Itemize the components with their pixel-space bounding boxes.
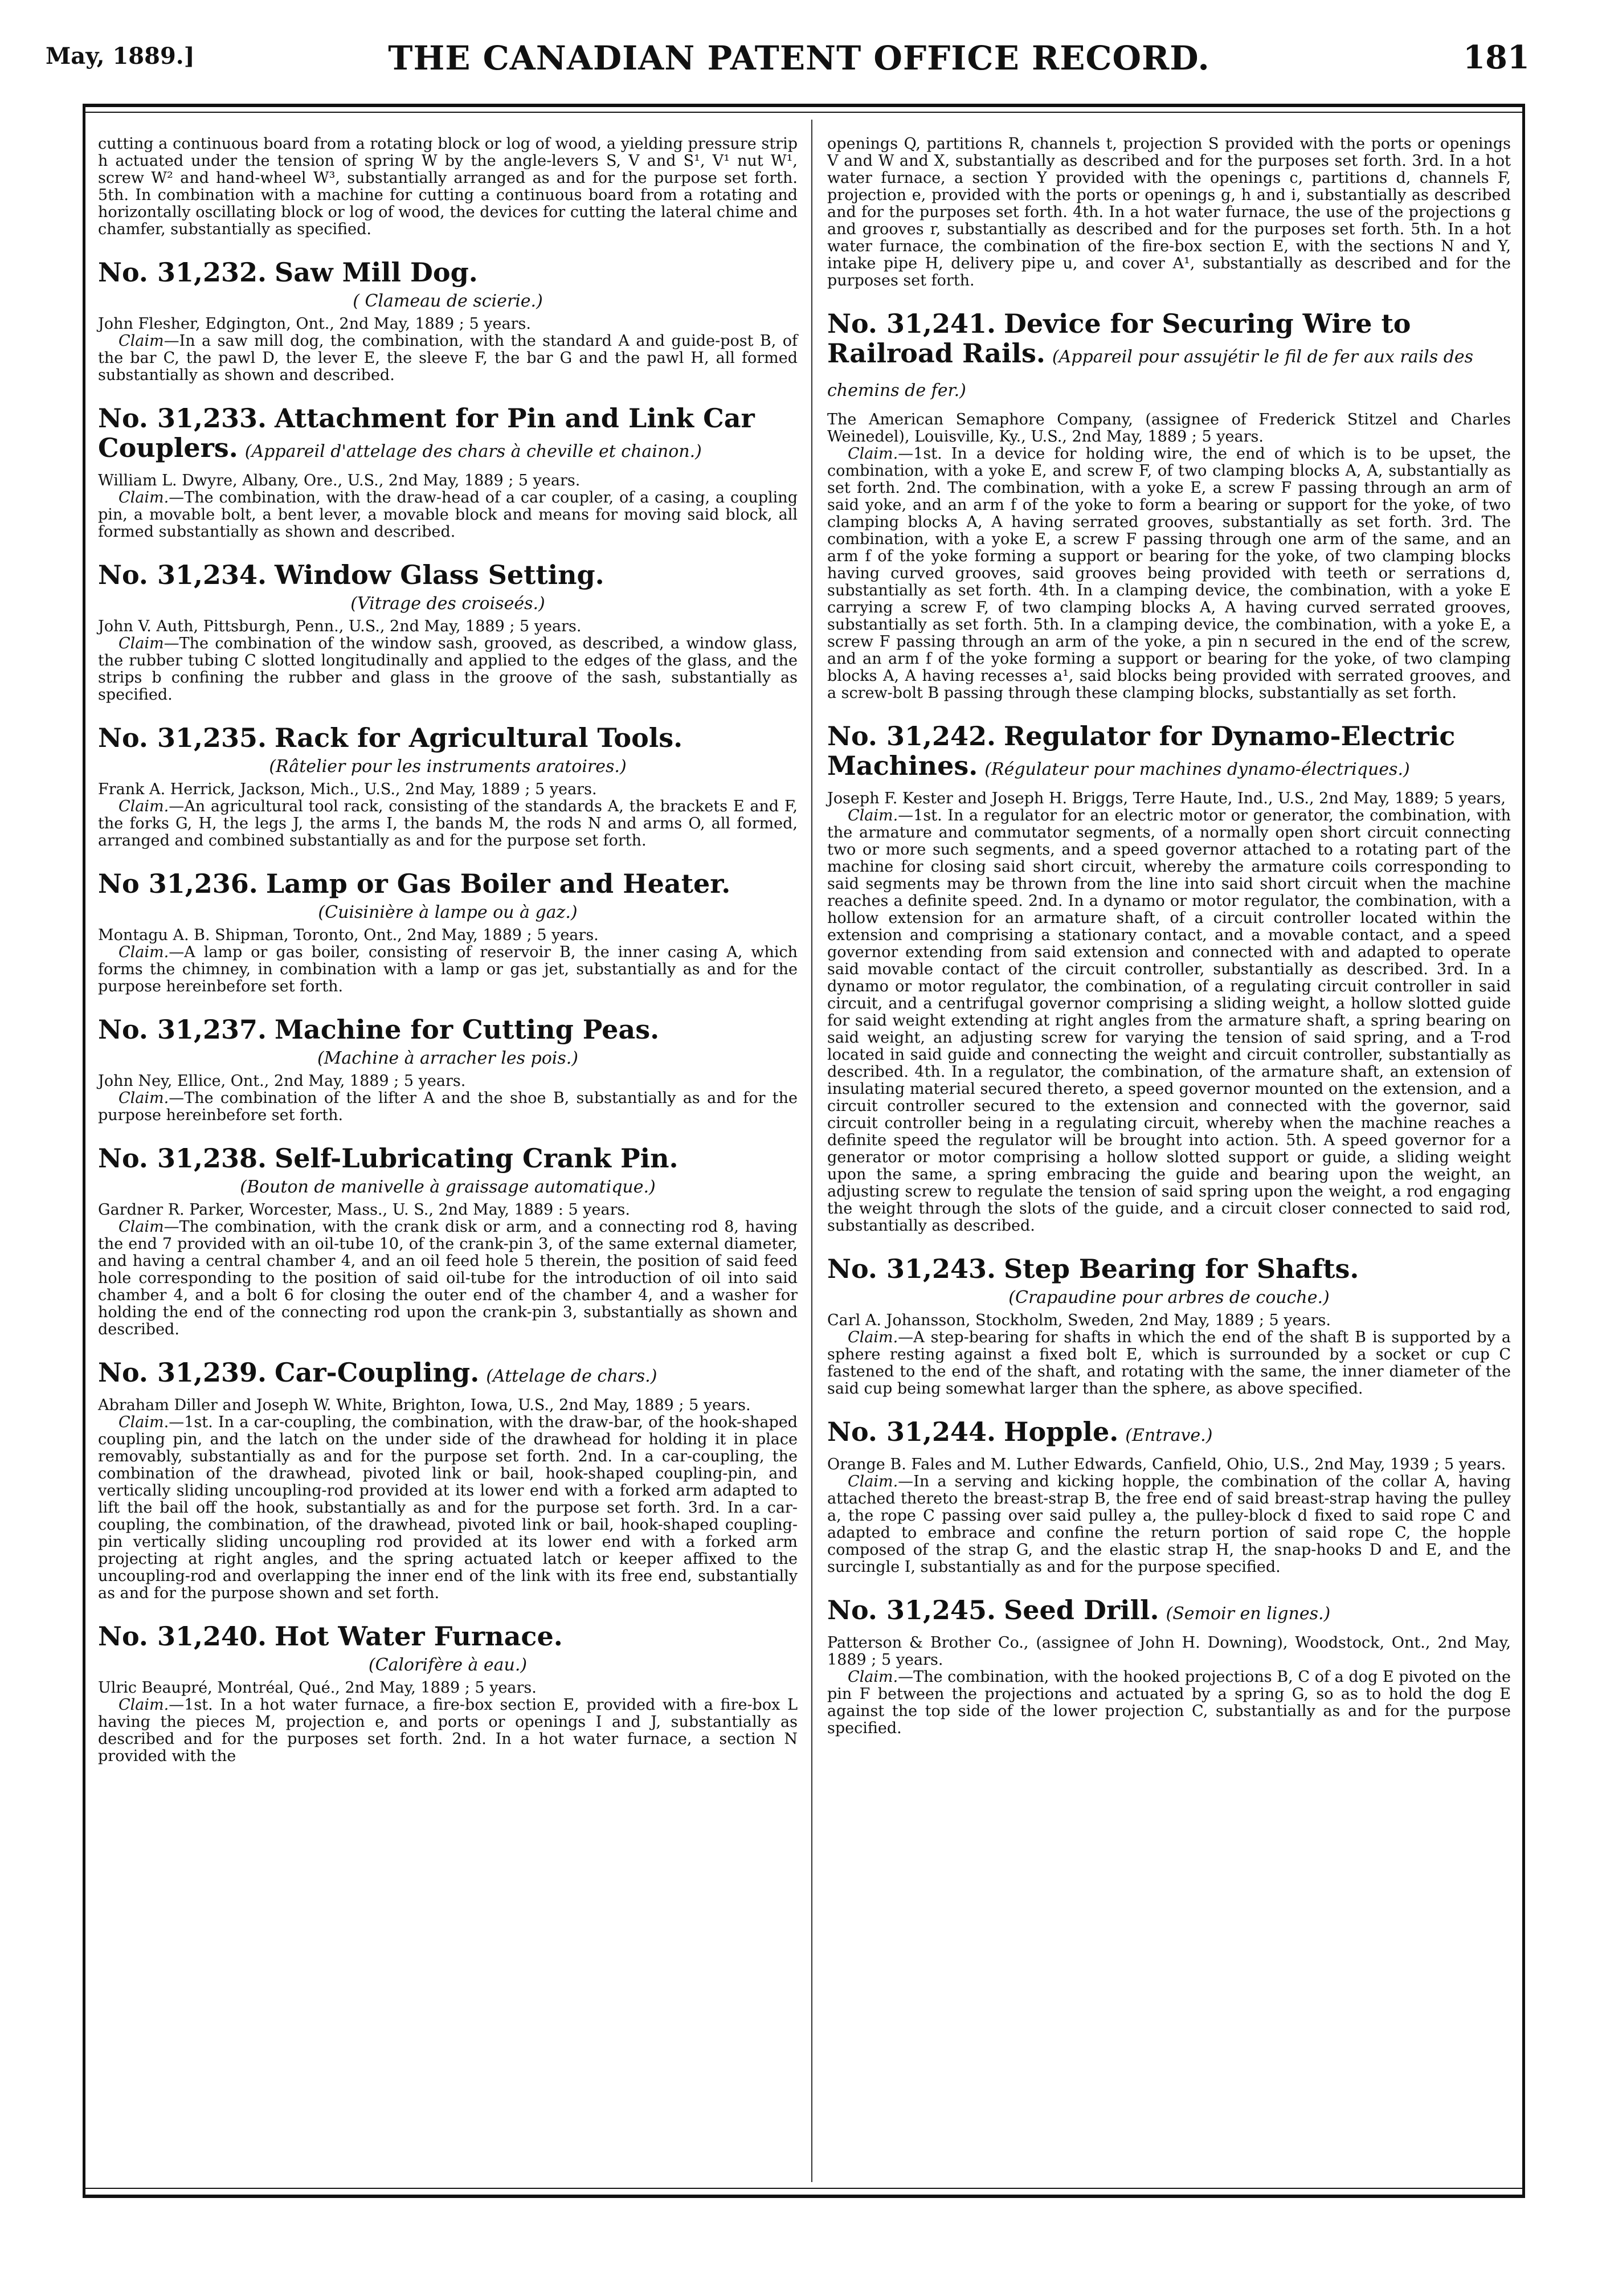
patent-title <box>98 1358 798 1391</box>
claim-label: Claim. <box>848 807 898 824</box>
patent-number: No. 31,244. <box>827 1416 996 1447</box>
patent-name: Self-Lubricating Crank Pin. <box>275 1143 679 1174</box>
patent-entry <box>98 869 798 995</box>
french-title: (Bouton de manivelle à graissage automatique.) <box>240 1177 656 1197</box>
patent-entry <box>98 560 798 704</box>
right-column <box>827 136 1511 1737</box>
claim-body: —A step-bearing for shafts in which the end of the shaft B is supported by a sphere resting against a fixed bolt E, which is surrounded by a socket or cup C fastened to the end of the shaft, and rotating with the same, the inner diameter of the said cup being somewhat larger than the sphere, as above specified. <box>827 1329 1511 1398</box>
page-header <box>0 0 1598 114</box>
patent-name: Hot Water Furnace. <box>275 1621 563 1652</box>
patent-title <box>98 723 798 753</box>
claim-text <box>827 1473 1511 1576</box>
patent-entry <box>827 1595 1511 1737</box>
claim-text <box>827 446 1511 702</box>
continued-claim: cutting a continuous board from a rotating block or log of wood, a yielding pressure strip h actuated under the tension of spring W by the angle-levers S, V and S¹, V¹ nut W¹, screw W² and hand-wheel W³, substantially arranged as and for the purpose set forth. 5th. In combination with a machine for cutting a continuous board from a rotating and horizontally oscillating block or log of wood, the devices for cutting the lateral chime and chamfer, substantially as specified. <box>98 135 798 238</box>
patent-entry <box>827 1417 1511 1576</box>
column-divider <box>811 120 812 2182</box>
patent-title <box>98 403 798 467</box>
left-column <box>98 136 798 1765</box>
claim-body: —A lamp or gas boiler, consisting of reservoir B, the inner casing A, which forms the chimney, in combination with a lamp or gas jet, substantially as and for the purpose hereinbefore set forth. <box>98 943 798 995</box>
french-title: ( Clameau de scierie.) <box>353 291 543 311</box>
patent-name: Car-Coupling. <box>275 1357 480 1388</box>
patent-name: Hopple. <box>1004 1416 1119 1447</box>
patent-title <box>98 1143 798 1173</box>
inventor-line: Joseph F. Kester and Joseph H. Briggs, Terre Haute, Ind., U.S., 2nd May, 1889; 5 years, <box>827 790 1506 807</box>
claim-label: Claim. <box>118 943 169 961</box>
patent-name: Saw Mill Dog. <box>275 257 478 288</box>
claim-body: —In a saw mill dog, the combination, with the standard A and guide-post B, of the bar C, the pawl D, the lever E, the sleeve F, the bar G and the pawl H, all formed substantially as shown and described. <box>98 332 798 384</box>
claim-text <box>98 1414 798 1602</box>
french-title: (Semoir en lignes.) <box>1166 1604 1331 1624</box>
patent-entry <box>98 258 798 384</box>
inventor-line: Ulric Beaupré, Montréal, Qué., 2nd May, 1889 ; 5 years. <box>98 1679 537 1697</box>
frame-top-rule <box>83 104 1524 107</box>
patent-title <box>98 560 798 590</box>
french-title: (Calorifère à eau.) <box>368 1655 528 1675</box>
claim-label: Claim. <box>848 445 898 463</box>
patent-number: No 31,236. <box>98 868 258 899</box>
claim-label: Claim. <box>848 1473 898 1490</box>
patent-entry <box>827 309 1511 702</box>
patent-title <box>827 309 1511 406</box>
claim-body: —1st. In a device for holding wire, the end of which is to be upset, the combination, with a yoke E, and screw F, of two clamping blocks A, A, substantially as set forth. 2nd. The combination, with a yoke E, a screw F passing through an arm of said yoke, and an arm f of the yoke to form a bearing or support for the yoke, of two clamping blocks A, A having serrated grooves, substantially as set forth. 3rd. The combination, with a yoke E, a screw F passing through one arm of the same, and an arm f of the yoke forming a support or bearing for the yoke, of two clamping blocks having curved grooves, said grooves being provided with teeth or serrations d, substantially as set forth. 4th. In a clamping device, the combination, with a yoke E carrying a screw F, of two clamping blocks A, A having curved serrated grooves, substantially as set forth. 5th. In a clamping device, the combination, with a yoke E, a screw F passing through an arm of the yoke, a pin n secured in the end of the screw, and an arm f of the yoke forming a support or bearing for the yoke, of two clamping blocks A, A having recesses a¹, said blocks being provided with serrated grooves, and a screw-bolt B passing through these clamping blocks, substantially as set forth. <box>827 445 1511 702</box>
patent-title <box>827 721 1511 785</box>
patent-number: No. 31,237. <box>98 1014 267 1045</box>
patent-entry <box>98 1358 798 1602</box>
french-title: (Cuisinière à lampe ou à gaz.) <box>318 902 578 922</box>
patent-name: Window Glass Setting. <box>275 559 604 590</box>
patent-name: Lamp or Gas Boiler and Heater. <box>265 868 731 899</box>
inventor-line: Gardner R. Parker, Worcester, Mass., U. S., 2nd May, 1889 : 5 years. <box>98 1201 630 1219</box>
claim-body: —The combination, with the crank disk or arm, and a connecting rod 8, having the end 7 provided with an oil-tube 10, of the crank-pin 3, of the same external diameter, and having a central chamber 4, and an oil feed hole 5 therein, the position of said feed hole corresponding to the position of said oil-tube for the introduction of oil into said chamber 4, and a bolt 6 for closing the outer end of the chamber 4, and a washer for holding the end of the connecting rod upon the crank-pin 3, substantially as shown and described. <box>98 1218 798 1338</box>
inventor-line: Orange B. Fales and M. Luther Edwards, Canfield, Ohio, U.S., 2nd May, 1939 ; 5 years. <box>827 1456 1506 1473</box>
claim-label: Claim <box>118 635 164 652</box>
page-number: 181 <box>1463 39 1530 76</box>
claim-label: Claim <box>118 332 164 350</box>
frame-left-rule <box>83 104 85 2198</box>
patent-title <box>827 1595 1511 1629</box>
frame-bottom-rule-thin <box>83 2188 1524 2189</box>
inventor-line: John Ney, Ellice, Ont., 2nd May, 1889 ; 5 years. <box>98 1072 466 1090</box>
patent-number: No. 31,238. <box>98 1143 267 1174</box>
claim-label: Claim <box>118 1218 164 1236</box>
claim-text <box>98 635 798 704</box>
french-title: (Appareil d'attelage des chars à cheville et chainon.) <box>244 442 702 461</box>
inventor-line: The American Semaphore Company, (assignee of Frederick Stitzel and Charles Weinedel), Louisville, Ky., U.S., 2nd May, 1889 ; 5 years. <box>827 411 1511 446</box>
patent-entry <box>98 723 798 849</box>
patent-number: No. 31,235. <box>98 722 267 753</box>
claim-label: Claim. <box>118 798 169 815</box>
claim-label: Claim. <box>118 1089 169 1107</box>
french-title: (Râtelier pour les instruments aratoires.) <box>269 757 627 777</box>
claim-label: Claim. <box>848 1668 898 1686</box>
patent-entry <box>827 1254 1511 1398</box>
claim-body: —1st. In a hot water furnace, a fire-box section E, provided with a fire-box L having the pieces M, projection e, and ports or openings I and J, substantially as described and for the purposes set forth. 2nd. In a hot water furnace, a section N provided with the <box>98 1696 798 1765</box>
patent-title <box>98 869 798 898</box>
claim-label: Claim. <box>848 1329 898 1346</box>
patent-title <box>98 1015 798 1044</box>
claim-body: —1st. In a regulator for an electric motor or generator, the combination, with the armature and commutator segments, of a normally open short circuit connecting two or more such segments, and a speed governor attached to a rotating part of the machine for closing said short circuit, whereby the armature coils corresponding to said segments may be thrown from the line into said short circuit when the machine reaches a definite speed. 2nd. In a dynamo or motor regulator, the combination, with a hollow extension for an armature shaft, of a circuit controller located within the extension and comprising a stationary contact, and a movable contact, and a speed governor extending from said extension and connected with and adapted to operate said movable contact of the circuit controller, substantially as described. 3rd. In a dynamo or motor regulator, the combination, of a regulating circuit controller in said circuit, and a centrifugal governor comprising a sliding weight, a hollow slotted guide for said weight extending at right angles from the armature shaft, a spring bearing on said weight, an adjusting screw for varying the tension of said spring, and a T-rod located in said guide and connecting the weight and circuit controller, substantially as described. 4th. In a regulator, the combination, of the armature shaft, an extension of insulating material secured thereto, a speed governor mounted on the extension, and a circuit controller secured to the extension and connected with the governor, said circuit controller being in a regulating circuit, whereby when the machine reaches a definite speed the regulator will be brought into action. 5th. A speed governor for a generator or motor comprising a hollow slotted support or guide, a sliding weight upon the same, a spring embracing the guide and bearing upon the weight, an adjusting screw to regulate the tension of said spring upon the weight, a rod engaging the weight through the slots of the guide, and a circuit closer connected to said rod, substantially as described. <box>827 807 1511 1235</box>
patent-name: Device for Securing Wire to Railroad Rails. <box>827 308 1411 369</box>
continued-claim: openings Q, partitions R, channels t, projection S provided with the ports or openings V and W and X, substantially as described and for the purposes set forth. 3rd. In a hot water furnace, a section Y provided with the openings c, partitions d, channels F, projection e, provided with the ports or openings g, h and i, substantially as described and for the purposes set forth. 4th. In a hot water furnace, the use of the projections g and grooves r, substantially as described and for the purposes set forth. 5th. In a hot water furnace, the combination of the fire-box section E, with the sections N and Y, intake pipe H, delivery pipe u, and cover A¹, substantially as described and for the purposes set forth. <box>827 135 1511 289</box>
patent-name: Rack for Agricultural Tools. <box>275 722 683 753</box>
publication-title: THE CANADIAN PATENT OFFICE RECORD. <box>388 39 1210 77</box>
patent-entry <box>827 721 1511 1235</box>
patent-number: No. 31,241. <box>827 308 996 339</box>
patent-name: Seed Drill. <box>1004 1595 1159 1625</box>
patent-number: No. 31,232. <box>98 257 267 288</box>
claim-text <box>827 807 1511 1235</box>
patent-name: Step Bearing for Shafts. <box>1004 1253 1359 1284</box>
patent-entry <box>98 1621 798 1765</box>
claim-text <box>98 333 798 384</box>
claim-body: —The combination of the window sash, grooved, as described, a window glass, the rubber tubing C slotted longitudinally and applied to the edges of the glass, and the strips b confining the rubber and glass in the groove of the sash, substantially as specified. <box>98 635 798 704</box>
french-title: (Crapaudine pour arbres de couche.) <box>1008 1288 1330 1308</box>
patent-number: No. 31,245. <box>827 1595 996 1625</box>
patent-name: Regulator for Dynamo-Electric Machines. <box>827 721 1456 781</box>
inventor-line: Frank A. Herrick, Jackson, Mich., U.S., 2nd May, 1889 ; 5 years. <box>98 781 597 798</box>
patent-title <box>827 1254 1511 1284</box>
inventor-line: John V. Auth, Pittsburgh, Penn., U.S., 2nd May, 1889 ; 5 years. <box>98 618 582 635</box>
inventor-line: William L. Dwyre, Albany, Ore., U.S., 2nd May, 1889 ; 5 years. <box>98 472 581 489</box>
patent-number: No. 31,242. <box>827 721 996 751</box>
claim-body: —The combination of the lifter A and the shoe B, substantially as and for the purpose hereinbefore set forth. <box>98 1089 798 1124</box>
patent-entry <box>98 403 798 541</box>
inventor-line: Montagu A. B. Shipman, Toronto, Ont., 2nd May, 1889 ; 5 years. <box>98 926 599 944</box>
patent-entry <box>98 1143 798 1338</box>
patent-entry <box>98 1015 798 1124</box>
claim-text <box>98 1090 798 1124</box>
claim-body: —The combination, with the draw-head of a car coupler, of a casing, a coupling pin, a movable bolt, a bent lever, a movable block and means for moving said block, all formed substantially as shown and described. <box>98 489 798 541</box>
french-title: (Machine à arracher les pois.) <box>317 1048 579 1068</box>
claim-text <box>98 798 798 849</box>
patent-number: No. 31,239. <box>98 1357 267 1388</box>
inventor-line: Carl A. Johansson, Stockholm, Sweden, 2nd May, 1889 ; 5 years. <box>827 1312 1331 1329</box>
patent-name: Attachment for Pin and Link Car Couplers. <box>98 403 755 463</box>
inventor-line: John Flesher, Edgington, Ont., 2nd May, 1889 ; 5 years. <box>98 315 531 333</box>
patent-name: Machine for Cutting Peas. <box>275 1014 660 1045</box>
frame-right-rule <box>1522 104 1525 2198</box>
french-title: (Appareil pour assujétir le fil de fer aux rails des chemins de fer.) <box>827 347 1474 401</box>
patent-title <box>827 1417 1511 1451</box>
patent-title <box>98 1621 798 1651</box>
claim-text <box>98 489 798 541</box>
claim-text <box>827 1329 1511 1398</box>
claim-body: —An agricultural tool rack, consisting of the standards A, the brackets E and F, the forks G, H, the legs J, the arms I, the bands M, the rods N and arms O, all formed, arranged and combined substantially as and for the purpose set forth. <box>98 798 798 849</box>
patent-number: No. 31,240. <box>98 1621 267 1652</box>
issue-date: May, 1889.] <box>46 43 195 70</box>
french-title: (Attelage de chars.) <box>486 1366 657 1386</box>
claim-body: .—1st. In a car-coupling, the combination, with the draw-bar, of the hook-shaped coupling pin, and the latch on the under side of the drawhead for holding it in place removably, substantially as and for the purpose set forth. 2nd. In a car-coupling, the combination of the drawhead, pivoted link or bail, hook-shaped coupling-pin, and vertically sliding uncoupling-rod provided at its lower end with a forked arm adapted to lift the bail off the hook, substantially as and for the purpose set forth. 3rd. In a car-coupling, the combination, of the drawhead, pivoted link or bail, hook-shaped coupling-pin vertically sliding uncoupling rod provided at its lower end with a forked arm projecting at right angles, and the spring actuated latch or keeper affixed to the uncoupling-rod and overlapping the inner end of the link with its free end, substantially as and for the purpose shown and set forth. <box>98 1413 798 1602</box>
inventor-line: Abraham Diller and Joseph W. White, Brighton, Iowa, U.S., 2nd May, 1889 ; 5 years. <box>98 1396 751 1414</box>
claim-text <box>98 944 798 995</box>
french-title: (Régulateur pour machines dynamo-électriques.) <box>984 759 1410 779</box>
claim-text <box>98 1697 798 1765</box>
claim-label: Claim <box>118 1413 164 1431</box>
claim-body: —The combination, with the hooked projections B, C of a dog E pivoted on the pin F between the projections and actuated by a spring G, so as to hold the dog E against the top side of the lower projection C, substantially as and for the purpose specified. <box>827 1668 1511 1737</box>
frame-bottom-rule <box>83 2195 1524 2198</box>
patent-number: No. 31,243. <box>827 1253 996 1284</box>
inventor-line: Patterson & Brother Co., (assignee of John H. Downing), Woodstock, Ont., 2nd May, 1889 ; 5 years. <box>827 1634 1511 1669</box>
claim-body: —In a serving and kicking hopple, the combination of the collar A, having attached thereto the breast-strap B, the free end of said breast-strap having the pulley a, the rope C passing over said pulley a, the pulley-block d fixed to said rope C and adapted to embrace and confine the return portion of said rope C, the hopple composed of the strap G, and the elastic strap H, the snap-hooks D and E, and the surcingle I, substantially as and for the purpose specified. <box>827 1473 1511 1576</box>
frame-top-rule-thin <box>83 112 1524 113</box>
claim-text <box>827 1669 1511 1737</box>
patent-number: No. 31,233. <box>98 403 267 434</box>
claim-label: Claim. <box>118 489 169 506</box>
claim-label: Claim. <box>118 1696 169 1714</box>
patent-title <box>98 258 798 287</box>
claim-text <box>98 1219 798 1338</box>
patent-number: No. 31,234. <box>98 559 267 590</box>
french-title: (Vitrage des croiseés.) <box>350 594 545 614</box>
french-title: (Entrave.) <box>1125 1425 1213 1445</box>
